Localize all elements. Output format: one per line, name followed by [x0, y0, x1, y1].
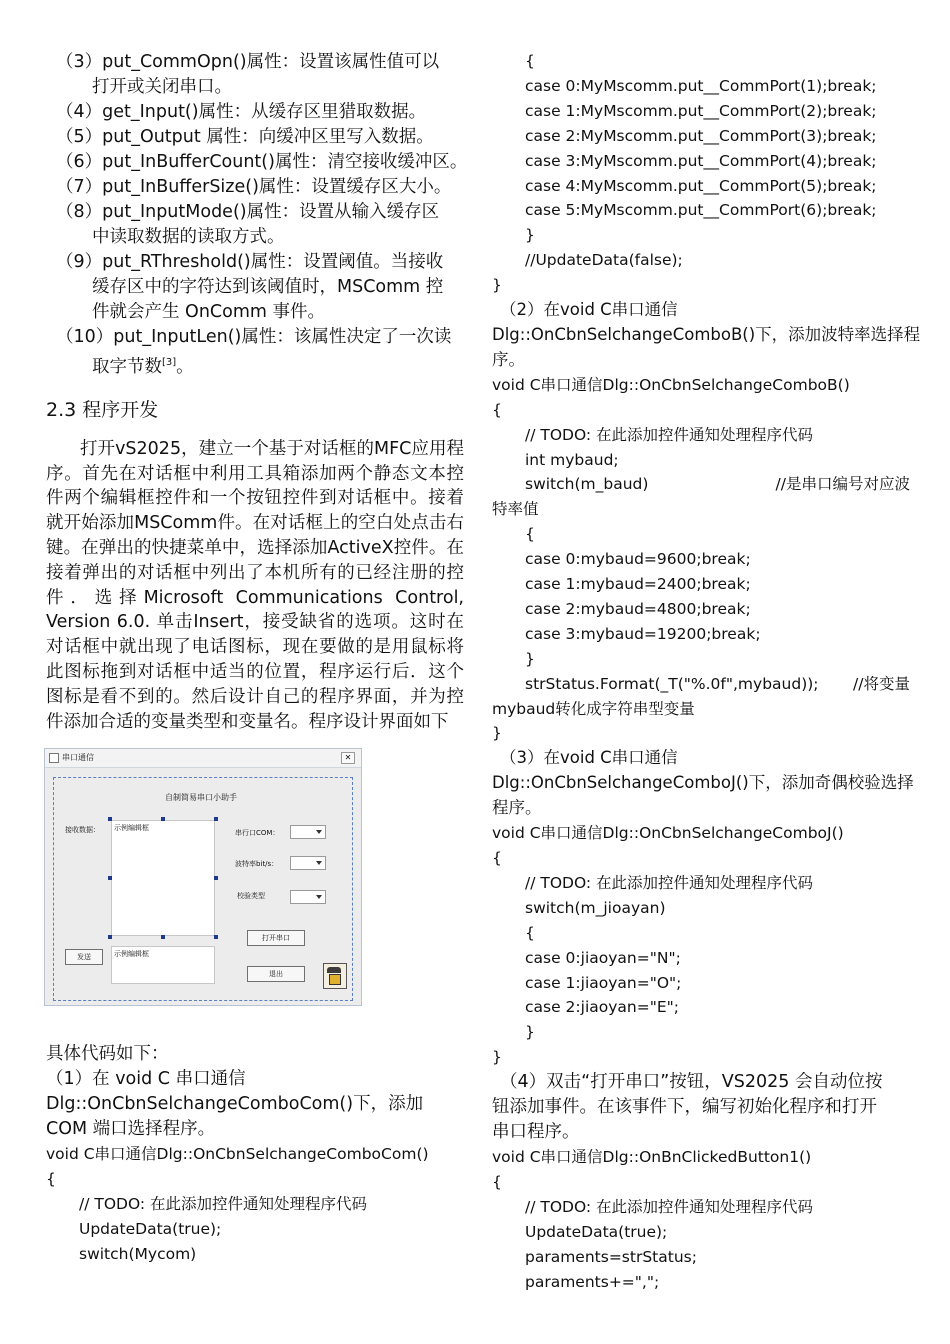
resize-handle [108, 876, 112, 880]
right-column [492, 49, 921, 1295]
property-item: （7）put_InBufferSize()属性：设置缓存区大小。 [56, 177, 452, 197]
property-item: （5）put_Output 属性：向缓冲区里写入数据。 [56, 127, 434, 147]
property-item: （9）put_RThreshold()属性：设置阈值。当接收 缓存区中的字符达到该阈值时，MSComm 控 件就会产生 OnComm 事件。 [56, 252, 444, 322]
code-line: } [492, 724, 502, 743]
send-button[interactable]: 发送 [65, 949, 103, 965]
code-line: UpdateData(true); [525, 1222, 668, 1241]
code-line: // TODO: 在此添加控件通知处理程序代码 [525, 1197, 814, 1216]
step-heading: （2）在void C串口通信 Dlg::OnCbnSelchangeComboB()下，添加波特率选择程 序。 [492, 300, 921, 369]
parity-label: 校验类型 [237, 892, 265, 901]
code-line: int mybaud; [525, 450, 619, 469]
open-port-button[interactable]: 打开串口 [247, 930, 305, 946]
code-line: case 1:mybaud=2400;break; [525, 575, 751, 594]
dialog-heading: 自制简易串口小助手 [165, 793, 237, 803]
code-line: void C串口通信Dlg::OnBnClickedButton1() [492, 1148, 812, 1167]
property-item: （8）put_InputMode()属性：设置从输入缓存区 中读取数据的读取方式。 [56, 202, 440, 247]
chevron-down-icon [316, 830, 322, 834]
code-line: case 0:MyMscomm.put__CommPort(1);break; [525, 76, 877, 95]
code-line: case 3:MyMscomm.put__CommPort(4);break; [525, 151, 877, 170]
code-line: void C串口通信Dlg::OnCbnSelchangeComboB() [492, 375, 850, 394]
body-paragraph: 打开vS2025，建立一个基于对话框的MFC应用程序。首先在对话框中利用工具箱添加两个静态文本控件两个编辑框控件和一个按钮控件到对话框中。接着就开始添加MSComm件。在对话框上的空白处点击右键。在弹出的快捷菜单中，选择添加ActiveX控件。在接着弹出的对话框中列出了本机所有的已经注册的控件．选择Microsoft Communications Control, Version 6.0. 单击Insert，接受缺省的选项。这时在对话框中就出现了电话图标，现在要做的是用鼠标将此图标拖到对话框中适当的位置，程序运行后．这个图标是看不到的。然后设计自己的程序界面，并为控件添加合适的变量类型和变量名。程序设计界面如下 [46, 438, 464, 732]
code-line: { [46, 1170, 56, 1189]
code-comment: mybaud转化成字符串型变量 [492, 699, 695, 718]
code-line: { [492, 849, 502, 867]
code-line: switch(Mycom) [79, 1245, 197, 1264]
code-line: void C串口通信Dlg::OnCbnSelchangeComboCom() [46, 1145, 429, 1164]
property-item: （3）put_CommOpn()属性：设置该属性值可以 打开或关闭串口。 [56, 52, 440, 97]
property-item: （6）put_InBufferCount()属性：清空接收缓冲区。 [56, 152, 468, 172]
code-line: } [492, 276, 502, 295]
code-line: void C串口通信Dlg::OnCbnSelchangeComboJ() [492, 824, 844, 843]
code-line: strStatus.Format(_T("%.0f",mybaud)); //将变量 [492, 672, 910, 697]
code-line: // TODO: 在此添加控件通知处理程序代码 [525, 873, 814, 892]
code-comment: 特率值 [492, 500, 539, 519]
code-line: UpdateData(true); [79, 1220, 222, 1239]
code-line: case 3:mybaud=19200;break; [525, 624, 761, 643]
code-intro: 具体代码如下： [46, 1044, 169, 1065]
code-line: } [525, 649, 535, 668]
code-line: //UpdateData(false); [525, 251, 683, 270]
resize-handle [214, 935, 218, 939]
code-line: case 1:jiaoyan="O"; [525, 973, 682, 992]
code-line: case 4:MyMscomm.put__CommPort(5);break; [525, 176, 877, 195]
resize-handle [161, 817, 165, 821]
resize-handle [214, 876, 218, 880]
exit-button[interactable]: 退出 [247, 966, 305, 982]
baud-combo[interactable] [290, 856, 326, 870]
code-line: } [525, 226, 535, 245]
left-column [46, 50, 468, 1267]
resize-handle [108, 817, 112, 821]
code-line: // TODO: 在此添加控件通知处理程序代码 [79, 1195, 368, 1214]
recv-edit[interactable]: 示例编辑框 [111, 820, 215, 936]
code-line: case 2:MyMscomm.put__CommPort(3);break; [525, 126, 877, 145]
code-line: case 0:mybaud=9600;break; [525, 550, 751, 569]
code-line: { [492, 1173, 502, 1192]
com-label: 串行口COM： [235, 829, 280, 838]
code-comment: //是串口编号对应波 [775, 475, 910, 494]
code-line: case 0:jiaoyan="N"; [525, 948, 681, 967]
property-item: （4）get_Input()属性：从缓存区里猎取数据。 [56, 102, 427, 122]
chevron-down-icon [316, 861, 322, 865]
step-heading: （4）双击“打开串口”按钮，VS2025 会自动位按 钮添加事件。在该事件下，编写初始化程序和打开 串口程序。 [492, 1072, 883, 1143]
code-line: // TODO: 在此添加控件通知处理程序代码 [525, 425, 814, 444]
code-line: { [492, 400, 502, 419]
phone-icon [323, 963, 347, 989]
resize-handle [214, 817, 218, 821]
chevron-down-icon [316, 895, 322, 899]
recv-label: 接收数据： [65, 826, 100, 835]
code-line: case 1:MyMscomm.put__CommPort(2);break; [525, 101, 877, 120]
code-line: case 5:MyMscomm.put__CommPort(6);break; [525, 201, 877, 220]
close-icon[interactable]: ✕ [341, 752, 355, 764]
code-line: } [492, 1048, 502, 1067]
baud-label: 波特率bit/s： [235, 860, 279, 869]
dialog-titlebar: 串口通信 [45, 749, 361, 768]
property-item: （10）put_InputLen()属性：该属性决定了一次读 取字节数[3]。 [56, 327, 452, 377]
step-heading: （1）在 void C 串口通信 Dlg::OnCbnSelchangeComboCom()下，添加 COM 端口选择程序。 [46, 1069, 424, 1140]
code-line: paraments+=","; [525, 1272, 660, 1291]
code-line: { [525, 525, 535, 544]
send-edit[interactable]: 示例编辑框 [111, 946, 215, 984]
com-combo[interactable] [290, 825, 326, 839]
dialog-screenshot [44, 748, 362, 1006]
code-line: } [525, 1023, 535, 1042]
section-title: 2.3 程序开发 [46, 398, 159, 421]
code-line: case 2:mybaud=4800;break; [525, 599, 751, 618]
code-line: { [525, 923, 535, 942]
code-line: switch(m_baud) //是串口编号对应波 [492, 472, 910, 497]
code-line: { [525, 52, 535, 70]
app-icon [49, 753, 59, 763]
step-heading: （3）在void C串口通信 Dlg::OnCbnSelchangeComboJ()下，添加奇偶校验选择 程序。 [492, 748, 914, 818]
resize-handle [108, 935, 112, 939]
code-line: switch(m_jioayan) [525, 898, 666, 917]
code-comment: //将变量 [853, 674, 910, 693]
resize-handle [161, 935, 165, 939]
parity-combo[interactable] [290, 890, 326, 904]
code-line: case 2:jiaoyan="E"; [525, 998, 679, 1017]
code-line: paraments=strStatus; [525, 1247, 697, 1266]
